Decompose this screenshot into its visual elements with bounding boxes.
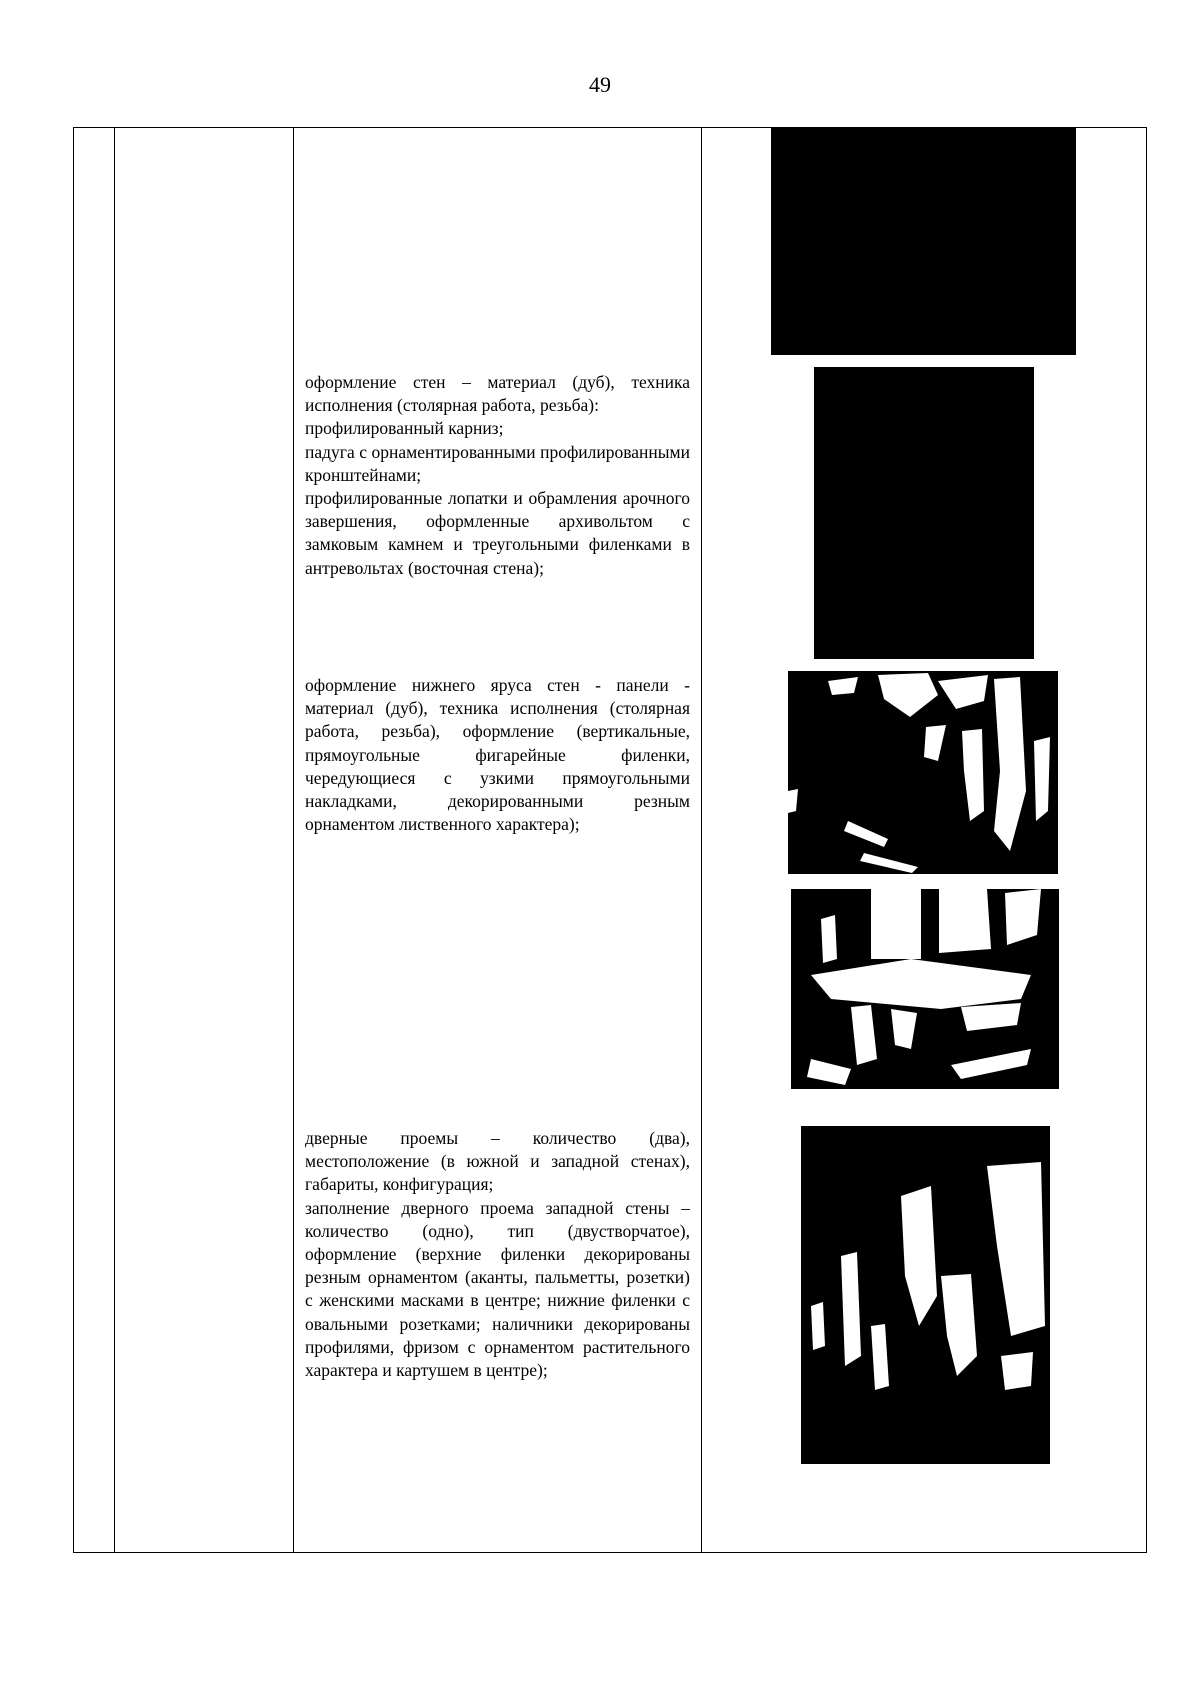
column-divider-2 bbox=[293, 128, 294, 1552]
lower-tier-line: оформление нижнего яруса стен - панели - материал (дуб), техника исполнения (столярная работа, резьба), оформление (вертикальные, прямоугольные фигарейные филенки, чередующиеся с узкими прямоугольными накладками, декорированными резным орнаментом лиственного характера); bbox=[305, 675, 690, 835]
doorways-line: дверные проемы – количество (два), местоположение (в южной и западной стенах), габариты, конфигурация; bbox=[305, 1128, 690, 1195]
page-number: 49 bbox=[589, 72, 611, 97]
doorways-line: заполнение дверного проема западной стены – количество (одно), тип (двустворчатое), оформление (верхние филенки декорированы резным орнаментом (аканты, пальметты, розетки) с женскими масками в центре; нижние филенки с овальными розетками; наличники декорированы профилями, фризом с орнаментом растительного характера и картушем в центре); bbox=[305, 1197, 690, 1381]
wall-decoration-line: оформление стен – материал (дуб), техника исполнения (столярная работа, резьба): bbox=[305, 372, 690, 416]
photo-east-wall bbox=[814, 367, 1034, 659]
wall-decoration-description bbox=[305, 371, 690, 580]
photo-window-sill bbox=[791, 889, 1059, 1089]
wall-decoration-line: профилированный карниз; bbox=[305, 418, 504, 439]
photo-wall-panels bbox=[788, 671, 1058, 874]
column-divider-3 bbox=[701, 128, 702, 1552]
column-divider-1 bbox=[114, 128, 115, 1552]
lower-tier-description bbox=[305, 674, 690, 836]
wall-decoration-line: профилированные лопатки и обрамления арочного завершения, оформленные архивольтом с замковым камнем и треугольными филенками в антревольтах (восточная стена); bbox=[305, 488, 690, 578]
photo-cornice bbox=[771, 127, 1076, 355]
wall-decoration-line: падуга с орнаментированными профилированными кронштейнами; bbox=[305, 441, 690, 485]
photo-west-door bbox=[801, 1126, 1050, 1464]
doorways-description bbox=[305, 1127, 690, 1382]
